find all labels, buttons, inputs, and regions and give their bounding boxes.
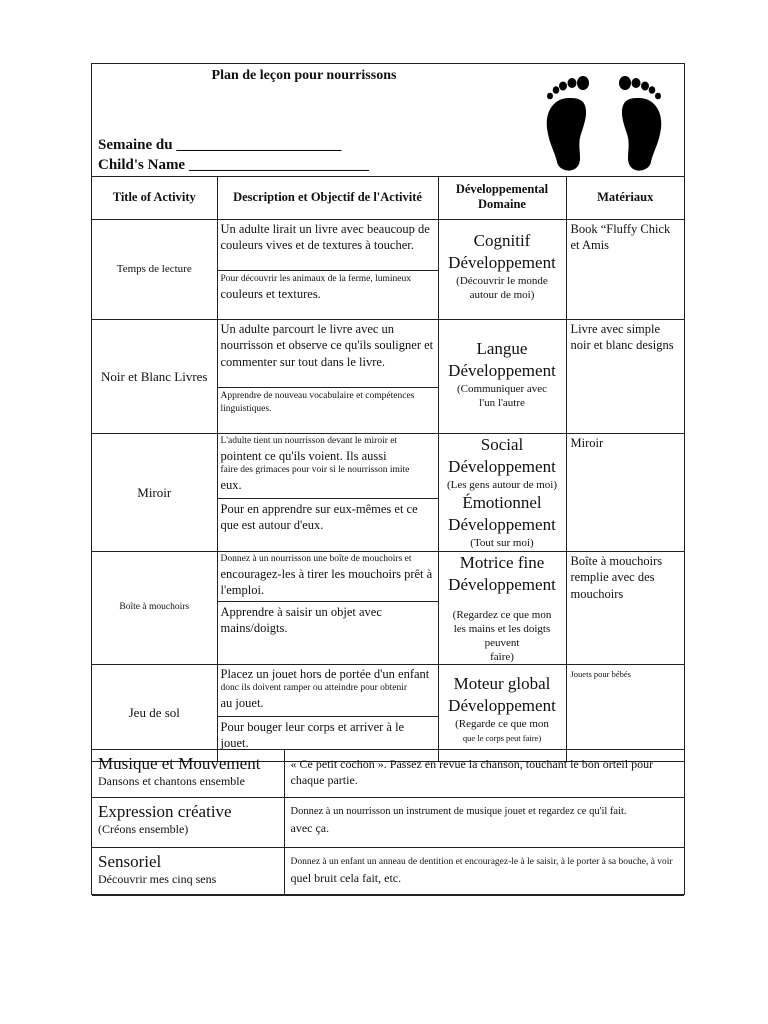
materials-text: Livre avec simple noir et blanc designs — [566, 319, 684, 433]
domain-subtitle: (Découvrir le monde — [456, 274, 548, 287]
column-header-description: Description et Objectif de l'Activité — [217, 176, 438, 219]
activity-description — [217, 319, 438, 433]
activity-description — [217, 433, 438, 551]
materials-text: Boîte à mouchoirs remplie avec des mouchoirs — [566, 551, 684, 664]
domain-title: Social — [480, 434, 524, 454]
extra-activity-description — [284, 848, 684, 896]
domain-subtitle-small: que le corps peut faire) — [462, 732, 542, 743]
description-main-text-2: eux. — [220, 478, 242, 492]
column-header-materials: Matériaux — [566, 176, 684, 219]
extra-activity-subtitle: (Créons ensemble) — [98, 822, 189, 836]
extra-activity-description-small: Donnez à un nourrisson un instrument de musique jouet et regardez ce qu'il fait. — [290, 806, 627, 817]
week-field-label: Semaine du ______________________ — [98, 137, 342, 153]
domain-subtitle: (Regardez ce que mon — [452, 608, 552, 621]
table-row — [92, 219, 684, 319]
activity-title: Noir et Blanc Livres — [92, 319, 217, 433]
materials-text: Miroir — [566, 433, 684, 551]
table-row — [92, 551, 684, 664]
activities-table — [92, 176, 684, 762]
activity-title: Miroir — [92, 433, 217, 551]
domain-subtitle: (Les gens autour de moi) — [447, 478, 557, 491]
activity-title: Boîte à mouchoirs — [92, 551, 217, 664]
objective-text: Apprendre à saisir un objet avec mains/doigts. — [220, 604, 382, 635]
column-header-domain-line1: Développemental — [455, 182, 549, 197]
activity-description — [217, 551, 438, 664]
domain-subtitle-second-line: l'un l'autre — [479, 396, 525, 409]
extra-activity-description-main: quel bruit cela fait, etc. — [290, 871, 402, 885]
extra-activity-title-cell — [92, 848, 284, 896]
column-header-domain — [438, 176, 566, 219]
table-row — [92, 798, 684, 848]
materials-text: Jouets pour bébés — [566, 664, 684, 761]
extra-activity-description — [284, 798, 684, 848]
objective-text: Pour en apprendre sur eux-mêmes et ce que est autour d'eux. — [220, 501, 418, 532]
domain-title: Moteur global — [453, 673, 551, 693]
domain-cell — [438, 219, 566, 319]
domain-cell — [438, 433, 566, 551]
domain-title: Langue — [476, 338, 528, 358]
description-text: Un adulte lirait un livre avec beaucoup de couleurs vives et de textures à toucher. — [218, 220, 438, 271]
table-header-row — [92, 176, 684, 219]
domain-title-fourth-line: Développement — [448, 514, 556, 534]
domain-cell — [438, 319, 566, 433]
activity-description — [217, 664, 438, 761]
extra-activity-subtitle: Découvrir mes cinq sens — [98, 872, 217, 886]
lesson-plan-document — [91, 63, 685, 895]
column-header-activity: Title of Activity — [92, 176, 217, 219]
extra-activity-description-small: Donnez à un enfant un anneau de dentition et encouragez-le à le saisir, à le porter à sa bouche, à voir — [290, 857, 673, 867]
objective-small-text: Pour découvrir les animaux de la ferme, lumineux — [220, 273, 411, 284]
footprints-icon — [529, 70, 674, 174]
description-text: Un adulte parcourt le livre avec un nourrisson et observe ce qu'ils souligner et commenter sur tout dans le livre. — [218, 320, 438, 388]
description-small-text: Donnez à un nourrisson une boîte de mouchoirs et — [220, 553, 412, 564]
domain-subtitle-second-line: faire) — [490, 650, 514, 663]
extra-activity-title: Sensoriel — [98, 852, 162, 871]
domain-title-second-line: Développement — [448, 456, 556, 476]
activity-title: Temps de lecture — [92, 219, 217, 319]
description-small-text-2: faire des grimaces pour voir si le nourrisson imite — [220, 465, 410, 475]
domain-subtitle-small: les mains et les doigts peuvent — [453, 622, 551, 649]
extra-activity-title-cell — [92, 798, 284, 848]
objective-main-text: couleurs et textures. — [220, 286, 321, 301]
domain-title-second-line: Développement — [448, 252, 556, 272]
domain-subtitle: (Communiquer avec — [456, 382, 548, 395]
extra-activity-description-main: avec ça. — [290, 821, 330, 835]
domain-subtitle: (Regarde ce que mon — [455, 717, 549, 730]
column-header-domain-line2: Domaine — [478, 197, 526, 212]
table-row — [92, 750, 684, 798]
domain-cell — [438, 551, 566, 664]
extra-activities-table — [92, 749, 684, 896]
description-text — [218, 434, 438, 499]
domain-subtitle-second-line: (Tout sur moi) — [470, 536, 534, 549]
objective-text: Pour bouger leur corps et arriver à le jouet. — [220, 719, 405, 750]
description-main-text: encouragez-les à tirer les mouchoirs prêt à l'emploi. — [220, 566, 433, 597]
extra-activity-description: « Ce petit cochon ». Passez en revue la chanson, touchant le bon orteil pour chaque partie. — [284, 750, 684, 798]
description-main-text: Placez un jouet hors de portée d'un enfant — [220, 666, 430, 681]
objective-text: Apprendre de nouveau vocabulaire et compétences linguistiques. — [220, 390, 415, 414]
description-small-text: donc ils doivent ramper ou atteindre pour obtenir — [220, 683, 408, 693]
table-row — [92, 433, 684, 551]
table-row — [92, 319, 684, 433]
description-text — [218, 665, 438, 717]
domain-title: Motrice fine — [459, 552, 545, 572]
child-name-field-label: Child's Name ________________________ — [98, 157, 369, 173]
description-main-text-2: au jouet. — [220, 696, 264, 710]
activity-title: Jeu de sol — [92, 664, 217, 761]
domain-subtitle-second-line: autour de moi) — [469, 288, 535, 301]
extra-activity-title: Expression créative — [98, 802, 232, 821]
materials-text: Book “Fluffy Chick et Amis — [566, 219, 684, 319]
domain-title-second-line: Développement — [448, 360, 556, 380]
domain-cell — [438, 664, 566, 761]
description-text — [218, 552, 438, 602]
table-row — [92, 848, 684, 896]
activity-description — [217, 219, 438, 319]
domain-title-third-line: Émotionnel — [462, 492, 542, 512]
table-row — [92, 664, 684, 761]
extra-activity-title-cell — [92, 750, 284, 798]
domain-title: Cognitif — [473, 230, 531, 250]
description-small-text: L'adulte tient un nourrisson devant le miroir et — [220, 435, 398, 446]
domain-title-second-line: Développement — [448, 695, 556, 715]
document-title: Plan de leçon pour nourrissons — [211, 68, 397, 83]
document-header — [92, 64, 684, 177]
extra-activity-title: Musique et Mouvement — [98, 754, 261, 773]
domain-title-second-line: Développement — [448, 574, 556, 594]
extra-activity-subtitle: Dansons et chantons ensemble — [98, 774, 245, 788]
description-main-text: pointent ce qu'ils voient. Ils aussi — [220, 448, 387, 463]
objective-text — [218, 271, 438, 305]
